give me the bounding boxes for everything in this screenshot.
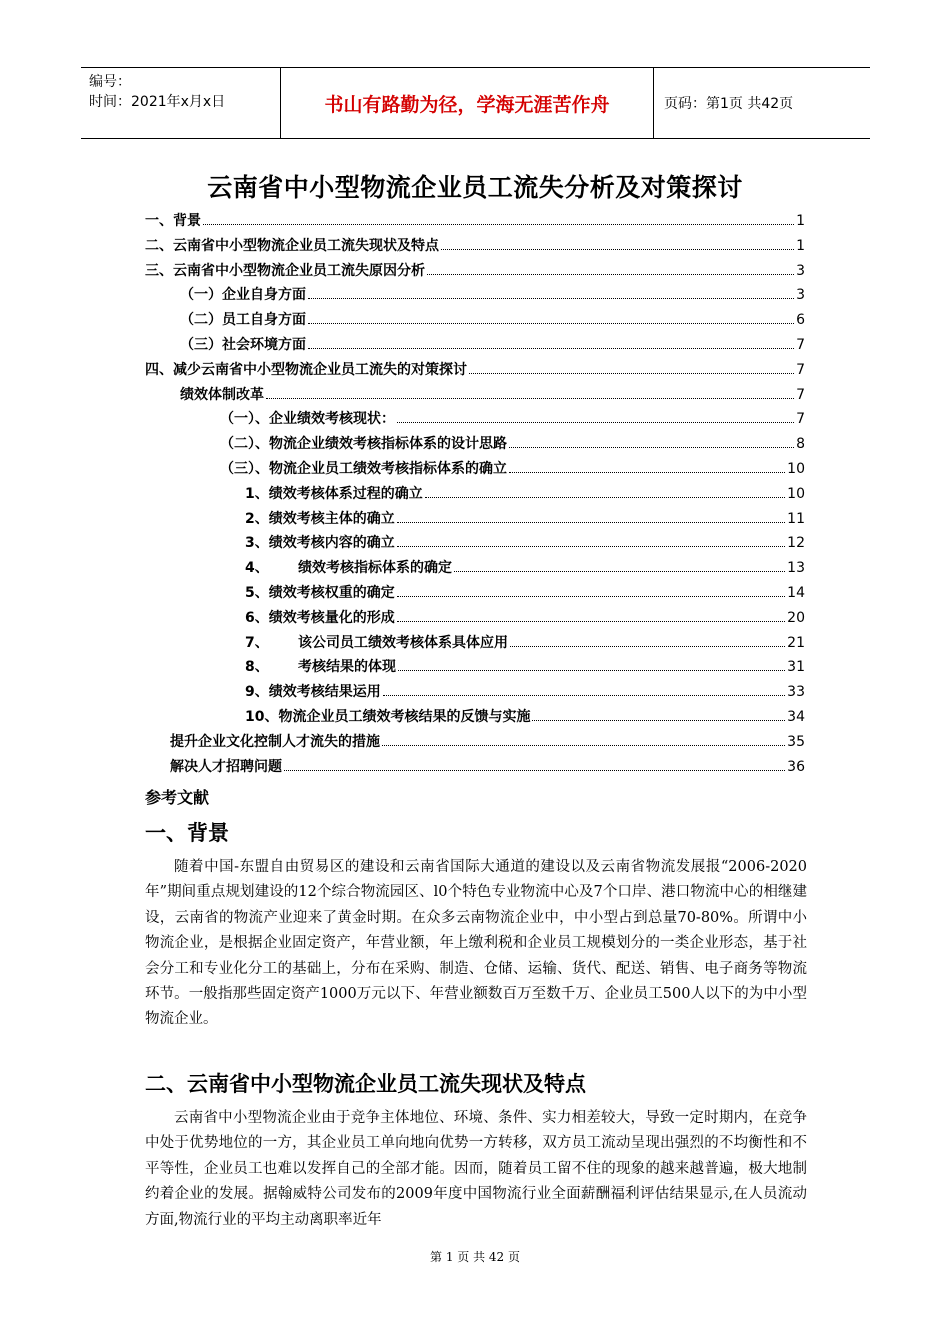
toc-entry-page: 12 bbox=[787, 535, 805, 552]
toc-entry-page: 10 bbox=[787, 460, 805, 477]
page-header bbox=[81, 67, 870, 139]
toc-entry-page: 34 bbox=[787, 708, 805, 725]
toc-dot-leader bbox=[425, 497, 785, 498]
toc-dot-leader bbox=[284, 770, 785, 771]
toc-dot-leader bbox=[382, 745, 785, 746]
toc-entry-text: 1、绩效考核体系过程的确立 bbox=[245, 485, 423, 502]
header-page-info: 页码：第1页 共42页 bbox=[664, 96, 794, 112]
toc-entry-text: 提升企业文化控制人才流失的措施 bbox=[170, 733, 380, 750]
toc-entry-page: 7 bbox=[796, 336, 805, 353]
toc-dot-leader bbox=[397, 546, 785, 547]
toc-dot-leader bbox=[510, 646, 785, 647]
toc-entry-page: 3 bbox=[796, 262, 805, 279]
toc-entry-text: （一）、企业绩效考核现状： bbox=[220, 411, 395, 428]
toc-dot-leader bbox=[308, 348, 794, 349]
toc-dot-leader bbox=[203, 224, 794, 225]
toc-dot-leader bbox=[383, 695, 785, 696]
toc-entry[interactable] bbox=[145, 284, 805, 309]
toc-entry-text: 三、云南省中小型物流企业员工流失原因分析 bbox=[145, 262, 425, 279]
toc-entry-page: 10 bbox=[787, 485, 805, 502]
toc-entry-page: 14 bbox=[787, 584, 805, 601]
toc-entry-text: （三）社会环境方面 bbox=[180, 336, 306, 353]
toc-dot-leader bbox=[397, 621, 785, 622]
toc-dot-leader bbox=[397, 522, 785, 523]
toc-entry-page: 1 bbox=[796, 213, 805, 229]
document-time-label: 时间：2021年x月x日 bbox=[89, 94, 226, 110]
toc-entry[interactable] bbox=[145, 235, 805, 260]
toc-dot-leader bbox=[454, 571, 785, 572]
header-meta bbox=[81, 68, 281, 138]
toc-entry-page: 11 bbox=[787, 510, 805, 527]
toc-entry-text: （二）员工自身方面 bbox=[180, 312, 306, 329]
toc-entry[interactable] bbox=[145, 681, 805, 706]
page-footer: 第 1 页 共 42 页 bbox=[430, 1250, 520, 1264]
toc-entry[interactable] bbox=[145, 359, 805, 384]
toc-entry[interactable] bbox=[145, 557, 805, 582]
toc-entry-text: 8、 考核结果的体现 bbox=[245, 659, 396, 676]
toc-entry[interactable] bbox=[145, 458, 805, 483]
section-heading-background: 一、背景 bbox=[145, 821, 229, 845]
document-number-label: 编号： bbox=[89, 74, 131, 90]
toc-entry-text: （三）、物流企业员工绩效考核指标体系的确立 bbox=[220, 460, 507, 477]
header-motto: 书山有路勤为径，学海无涯苦作舟 bbox=[281, 68, 654, 138]
toc-entry-text: 3、绩效考核内容的确立 bbox=[245, 535, 395, 552]
toc-entry[interactable] bbox=[145, 632, 805, 657]
document-title: 云南省中小型物流企业员工流失分析及对策探讨 bbox=[207, 173, 743, 202]
toc-entry-text: 4、 绩效考核指标体系的确定 bbox=[245, 560, 452, 577]
section-paragraph-status: 云南省中小型物流企业由于竞争主体地位、环境、条件、实力相差较大，导致一定时期内，在竞争中处于优势地位的一方，其企业员工单向地向优势一方转移，双方员工流动呈现出强烈的不均衡性和不平等性，企业员工也难以发挥自己的全部才能。因而，随着员工留不住的现象的越来越普遍，极大地制约着企业的发展。据翰威特公司发布的2009年度中国物流行业全面薪酬福利评估结果显示,在人员流动方面,物流行业的平均主动离职率近年 bbox=[145, 1110, 807, 1228]
toc-entry[interactable] bbox=[145, 210, 805, 235]
toc-entry-page: 6 bbox=[796, 312, 805, 329]
toc-entry-text: 5、绩效考核权重的确定 bbox=[245, 584, 395, 601]
toc-dot-leader bbox=[308, 323, 794, 324]
toc-entry-page: 8 bbox=[796, 436, 805, 453]
references-heading: 参考文献 bbox=[145, 788, 210, 807]
toc-dot-leader bbox=[532, 720, 785, 721]
toc-entry[interactable] bbox=[145, 309, 805, 334]
section-paragraph-background: 随着中国-东盟自由贸易区的建设和云南省国际大通道的建设以及云南省物流发展报“2006-2020年”期间重点规划建设的12个综合物流园区、l0个特色专业物流中心及7个口岸、港口物流中心的相继建设，云南省的物流产业迎来了黄金时期。在众多云南物流企业中，中小型占到总量70-80%。所谓中小物流企业，是根据企业固定资产，年营业额，年上缴利税和企业员工规模划分的一类企业形态，基于社会分工和专业化分工的基础上，分布在采购、制造、仓储、运输、货代、配送、销售、电子商务等物流环节。一般指那些固定资产1000万元以下、年营业额数百万至数千万、企业员工500人以下的为中小型物流企业。 bbox=[145, 859, 807, 1028]
toc-entry[interactable] bbox=[145, 334, 805, 359]
toc-entry[interactable] bbox=[145, 260, 805, 285]
toc-entry-text: 解决人才招聘问题 bbox=[170, 758, 282, 775]
toc-entry-page: 7 bbox=[796, 411, 805, 428]
toc-entry-text: 2、绩效考核主体的确立 bbox=[245, 510, 395, 527]
toc-entry[interactable] bbox=[145, 582, 805, 607]
toc-dot-leader bbox=[266, 398, 794, 399]
toc-entry[interactable] bbox=[145, 656, 805, 681]
toc-entry-page: 7 bbox=[796, 386, 805, 403]
toc-dot-leader bbox=[441, 249, 794, 250]
toc-entry-page: 36 bbox=[787, 758, 805, 775]
toc-dot-leader bbox=[398, 670, 785, 671]
toc-entry-page: 3 bbox=[796, 287, 805, 304]
toc-dot-leader bbox=[427, 274, 794, 275]
toc-dot-leader bbox=[308, 298, 794, 299]
toc-entry[interactable] bbox=[145, 433, 805, 458]
toc-entry[interactable] bbox=[145, 408, 805, 433]
toc-entry[interactable] bbox=[145, 706, 805, 731]
toc-dot-leader bbox=[397, 422, 794, 423]
toc-entry-text: 6、绩效考核量化的形成 bbox=[245, 609, 395, 626]
toc-entry-text: 9、绩效考核结果运用 bbox=[245, 684, 381, 701]
toc-entry-page: 31 bbox=[787, 659, 805, 676]
toc-entry-page: 13 bbox=[787, 560, 805, 577]
section-heading-status: 二、云南省中小型物流企业员工流失现状及特点 bbox=[145, 1072, 586, 1096]
toc-entry-text: 绩效体制改革 bbox=[180, 386, 264, 403]
toc-entry-page: 35 bbox=[787, 733, 805, 750]
toc-entry[interactable] bbox=[145, 731, 805, 756]
toc-entry-text: 10、物流企业员工绩效考核结果的反馈与实施 bbox=[245, 708, 531, 725]
toc-dot-leader bbox=[469, 373, 794, 374]
toc-entry[interactable] bbox=[145, 384, 805, 409]
toc-entry-text: （一）企业自身方面 bbox=[180, 287, 306, 304]
toc-dot-leader bbox=[397, 596, 785, 597]
toc-entry-page: 21 bbox=[787, 634, 805, 651]
toc-entry[interactable] bbox=[145, 607, 805, 632]
toc-entry[interactable] bbox=[145, 483, 805, 508]
toc-entry-page: 33 bbox=[787, 684, 805, 701]
toc-entry-text: 二、云南省中小型物流企业员工流失现状及特点 bbox=[145, 237, 439, 254]
toc-entry[interactable] bbox=[145, 532, 805, 557]
toc-dot-leader bbox=[509, 472, 785, 473]
toc-dot-leader bbox=[509, 447, 794, 448]
toc-entry-text: 四、减少云南省中小型物流企业员工流失的对策探讨 bbox=[145, 361, 467, 378]
toc-entry[interactable] bbox=[145, 508, 805, 533]
toc-entry-page: 7 bbox=[796, 361, 805, 378]
toc-entry-text: 7、 该公司员工绩效考核体系具体应用 bbox=[245, 634, 508, 651]
table-of-contents bbox=[145, 210, 805, 780]
toc-entry-text: 一、背景 bbox=[145, 213, 201, 229]
toc-entry-text: （二）、物流企业绩效考核指标体系的设计思路 bbox=[220, 436, 507, 453]
toc-entry-page: 1 bbox=[796, 237, 805, 254]
toc-entry[interactable] bbox=[145, 756, 805, 781]
toc-entry-page: 20 bbox=[787, 609, 805, 626]
